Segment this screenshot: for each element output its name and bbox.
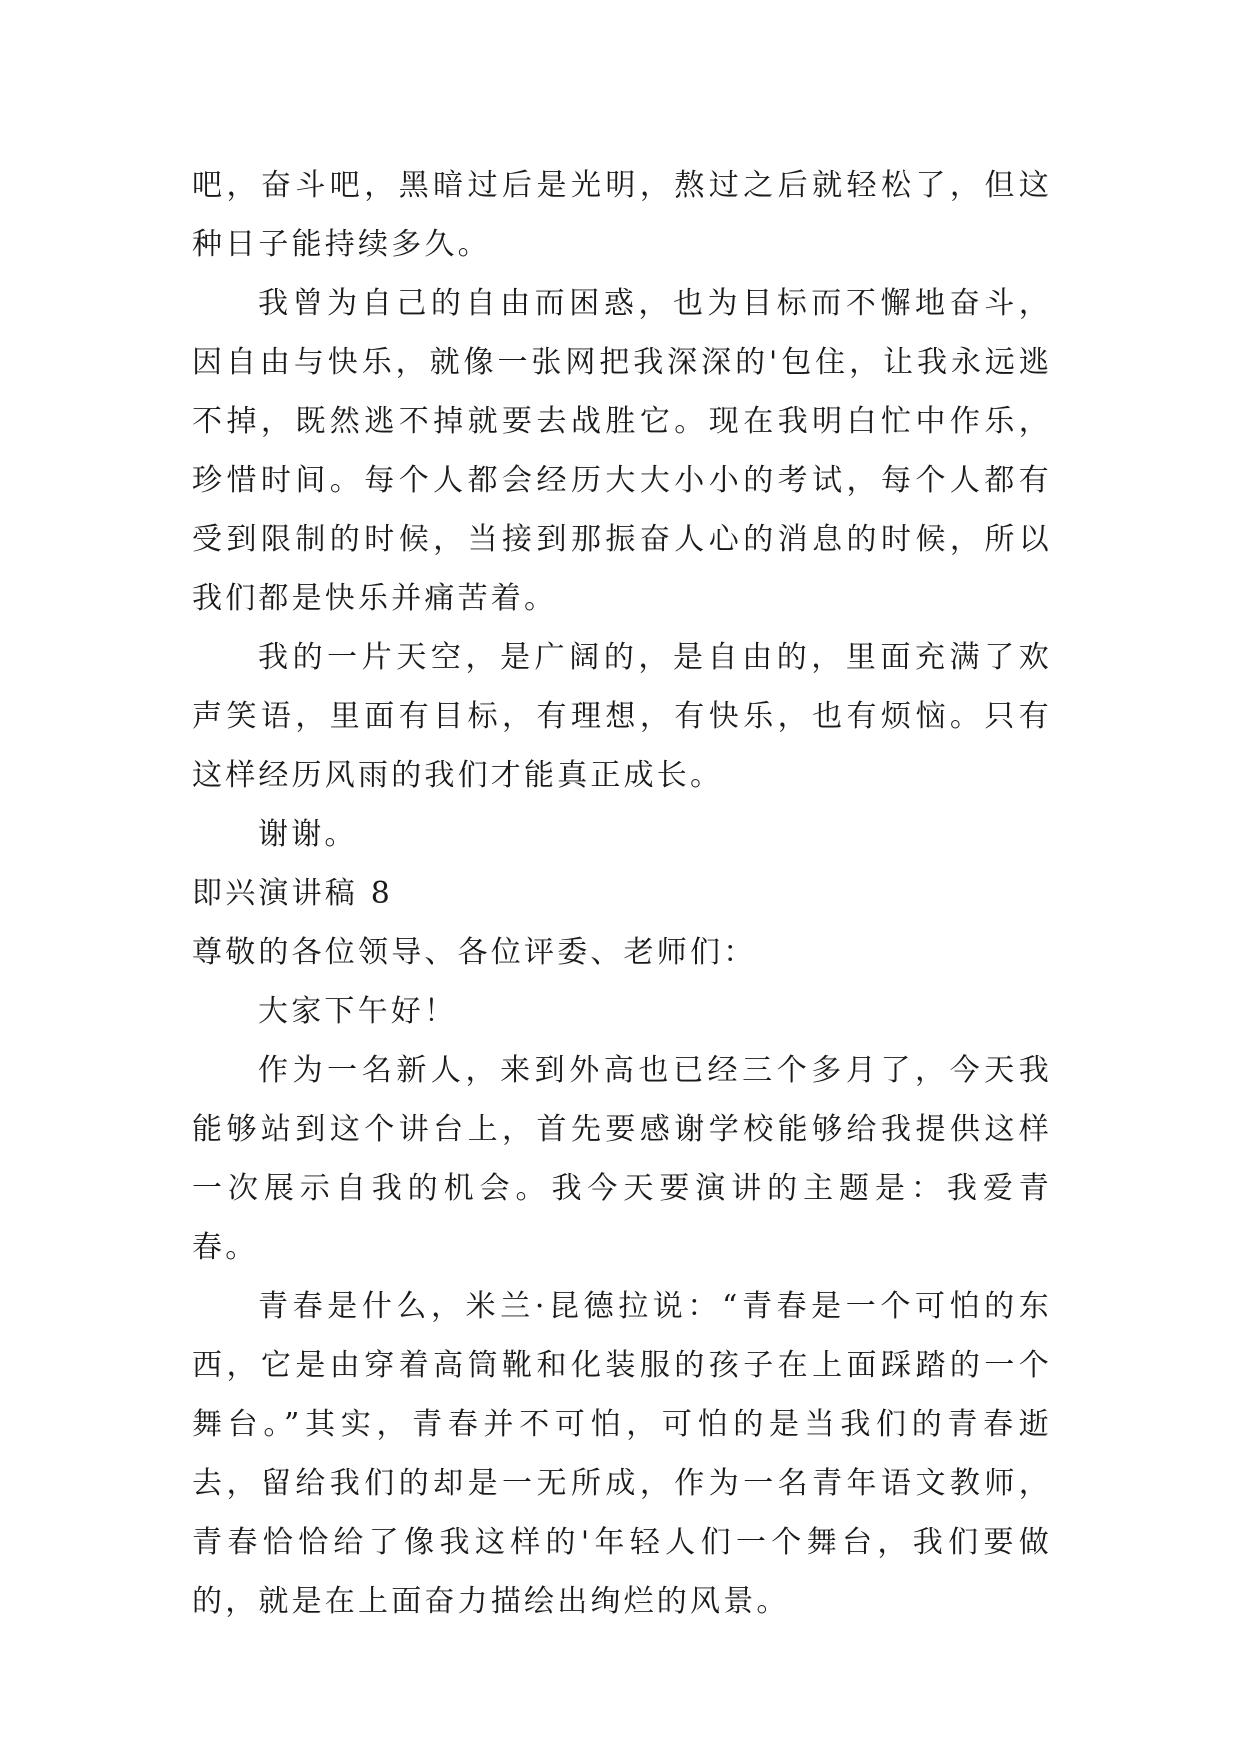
paragraph-youth: 青春是什么，米兰·昆德拉说：“青春是一个可怕的东西，它是由穿着高筒靴和化装服的孩子在上面踩踏的一个舞台。”其实，青春并不可怕，可怕的是当我们的青春逝去，留给我们的却是一无所成，作为一名青年语文教师，青春恰恰给了像我这样的'年轻人们一个舞台，我们要做的，就是在上面奋力描绘出绚烂的风景。 [192,1289,1052,1619]
paragraph-thanks: 谢谢。 [258,817,358,852]
paragraph-my-sky: 我的一片天空，是广阔的，是自由的，里面充满了欢声笑语，里面有目标，有理想，有快乐，也有烦恼。只有这样经历风雨的我们才能真正成长。 [192,640,1052,793]
greeting: 大家下午好！ [258,994,458,1029]
paragraph-introduction: 作为一名新人，来到外高也已经三个多月了，今天我能够站到这个讲台上，首先要感谢学校能够给我提供这样一次展示自我的机会。我今天要演讲的主题是：我爱青春。 [192,1053,1052,1265]
paragraph-freedom-confusion: 我曾为自己的自由而困惑，也为目标而不懈地奋斗，因自由与快乐，就像一张网把我深深的'包住，让我永远逃不掉，既然逃不掉就要去战胜它。现在我明白忙中作乐，珍惜时间。每个人都会经历大大小小的考试，每个人都有受到限制的时候，当接到那振奋人心的消息的时候，所以我们都是快乐并痛苦着。 [192,286,1052,616]
salutation: 尊敬的各位领导、各位评委、老师们： [192,935,757,970]
section-heading: 即兴演讲稿 8 [192,876,394,911]
document-body [192,156,1052,1631]
paragraph-continuation: 吧，奋斗吧，黑暗过后是光明，熬过之后就轻松了，但这种日子能持续多久。 [192,168,1052,262]
